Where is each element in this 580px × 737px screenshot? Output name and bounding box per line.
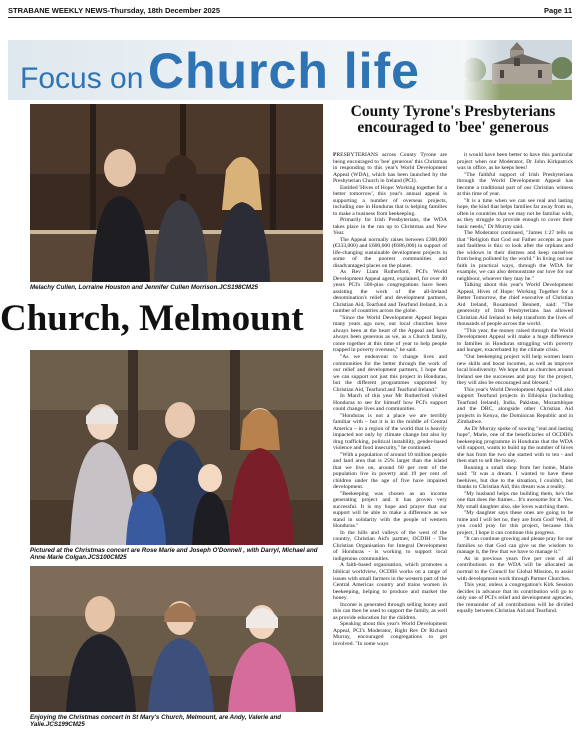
article-paragraph: As Dr Murray spoke of sowing "real and lasting hope", Marie, one of the beneficiaries of OCDIH's beekeeping programme in Honduras that the WDA will support, wants to build up the number of hives she has from the two she started with to ten - and then start to sell the honey. — [457, 425, 573, 465]
article-paragraph: As Rev Liam Rutherford, PCI's World Development Appeal agent, explained, for over 40 years PCI's 500-plus congregations have been assisting the work of the all-Ireland denomination's relief and development partners, Christian Aid, Tearfund and Tearfund Ireland, in a number of countries across the globe. — [333, 269, 447, 315]
article-paragraph: "Beekeeping was chosen as an income generating project and it has proven very successful. It is my hope and prayer that our support will be able to make a difference as we stand in solidarity with the people of western Honduras." — [333, 490, 447, 530]
publication-date: STRABANE WEEKLY NEWS-Thursday, 18th December 2025 — [8, 6, 221, 15]
article-column-2 — [457, 152, 573, 732]
article-paragraph: As in previous years five per cent of all contributions to the WDA will be allocated as normal to the Council for Global Mission, to assist with development work through Partner Churches. — [457, 555, 573, 582]
article-paragraph: "Since the World Development Appeal began many years ago now, our local churches have always been at the heart of the Appeal and have always been generous as we, as a Church family, come together at this time of year to help people trapped in poverty overseas," he said. — [333, 314, 447, 354]
article-paragraph: it would have been better to have this particular project when our Moderator, Dr John Kirkpatrick was in office, as he keeps bees! — [457, 152, 573, 172]
article-paragraph: This year, unless a congregation's Kirk Session decides in advance that its contribution will go to only one of PCI's relief and development agencies, the remainder of all contributions will be divided equally between Christian Aid and Tearfund. — [457, 582, 573, 615]
article-paragraph: "It is a time when we can see real and lasting hope, the kind that helps families far away from us, often in countries that we may not be familiar with, as they struggle to provide enough to cover their basic needs," Dr Murray said. — [457, 197, 573, 230]
page-header-bar — [8, 3, 572, 18]
article-paragraph: "My husband helps me building them, he's the one that does the frames... It's awesome for it. Yes. My small daughter also, she loves watching them. — [457, 490, 573, 510]
photo-caption: Enjoying the Christmas concert in St Mary's Church, Melmount, are Andy, Valerie and Yalie.JCS199CM25 — [30, 714, 282, 729]
article-paragraph: The Appeal normally raises between £300,000 (€333,000) and £600,000 (€686,000) in support of life-changing sustainable development projects in some of the poorest communities and disadvantaged places on the planet. — [333, 236, 447, 269]
photo-caption: Melachy Cullen, Lorraine Houston and Jennifer Cullen Morrison.JCS198CM25 — [30, 284, 258, 291]
article-paragraph: PRESBYTERIANS across County Tyrone are being encouraged to 'bee' generous' this Christmas in responding to this year's World Development Appeal (WDA), which has been launched by the Presbyterian Church in Ireland (PCI). — [333, 152, 447, 185]
article-paragraph: Entitled 'Hives of Hope: Working together for a better tomorrow', this year's annual appeal is supporting a number of overseas projects, including one in Honduras that is helping families to make a business from beekeeping. — [333, 184, 447, 217]
main-headline: Church, Melmount — [0, 298, 304, 339]
photo-concert-family — [30, 350, 323, 545]
article-paragraph: "With a population of around 10 million people and land area that is 25% larger than the island that we live on, around 60 per cent of the population live in poverty and 19 per cent of children under the age of five have impaired development. — [333, 451, 447, 491]
article-paragraph: In the hills and valleys of the west of the country, Christian Aid's partner, OCDIH - The Christian Organisation for Integral Development of Honduras - is working to support local indigenous communities. — [333, 529, 447, 562]
article-paragraph: "My daughter says these ones are going to be mine and I will bet no, they are from God! Well, if you could pray for this project, because this project, I hope it can continue this progress. — [457, 510, 573, 536]
church-illustration — [462, 40, 572, 100]
article-paragraph: Primarily for Irish Presbyterians, the WDA takes place in the run up to Christmas and New Year. — [333, 217, 447, 237]
article-paragraph: Income is generated through selling honey and this can then be used to support the family, as well as provide education for the children. — [333, 601, 447, 621]
article-paragraph: The Moderator continued, "James 1:27 tells us that "Religion that God our Father accepts as pure and faultless is this: to look after the orphans and the widows in their distress and keep ourselves from being polluted by the world." In living out our faith in practical ways, through the WDA for example, we can also demonstrate our love for our neighbour, whoever they may be." — [457, 230, 573, 282]
article-paragraph: This year's World Development Appeal will also support Tearfund projects in Ethiopia (including Tearfund Ireland), India, Pakistan, Mozambique and the DRC, alongside other Christian Aid projects in Kenya, the Dominican Republic and in Zimbabwe. — [457, 386, 573, 426]
article-paragraph: In March of this year Mr Rutherford visited Honduras to see for himself how PCI's support could change lives and communities. — [333, 393, 447, 413]
photo-concert-group — [30, 566, 323, 712]
article-paragraph: "This year, the money raised through the World Development Appeal will make a huge difference to families in Honduras struggling with poverty and hunger, exacerbated by the climate crisis. — [457, 327, 573, 354]
article-paragraph: "Our beekeeping project will help women learn new skills and boost incomes, as well as improve local biodiversity. We hope that as churches around Ireland see the successes and pray for the project, they will also be encouraged and blessed." — [457, 353, 573, 387]
article-column-1 — [333, 152, 447, 732]
banner-focus-text: Focus on — [20, 62, 144, 95]
article-paragraph: Running a small shop from her home, Marie said: "It was a dream. I wanted to have these beehives, but due to the situation, I couldn't, but thanks to Christian Aid, this dream was a reality. — [457, 464, 573, 491]
article-paragraph: "It can continue growing and please pray for our families so that God can give us the wisdom to manage it, the few that we have to manage it." — [457, 536, 573, 556]
photo-caption: Pictured at the Christmas concert are Rose Marie and Joseph O'Donnell , with Darryl, Michael and Anne Marie Colgan.JCS100CM25 — [30, 547, 318, 562]
page-number: Page 11 — [544, 6, 572, 15]
article-paragraph: "As we endeavour to change lives and communities for the better through the work of our relief and development partners, I hope that we can support not just this project in Honduras, but the different programmes supported by Christian Aid, Tearfund and Tearfund Ireland." — [333, 353, 447, 393]
article-paragraph: "Honduras is not a place we are terribly familiar with – but it is in the middle of Central America – in a region of the world that is heavily impacted not only by climate change but also by drug trafficking, political instability, gender-based violence and food insecurity," he continued. — [333, 412, 447, 452]
article-paragraph: A faith-based organisation, which promotes a biblical worldview, OCDIH works on a range of issues with small farmers in the western part of the Central Americas country and trains women in beekeeping, helping to produce and market the honey. — [333, 562, 447, 602]
article-headline: County Tyrone's Presbyterians encouraged to 'bee' generous — [350, 103, 556, 136]
article-paragraph: Speaking about this year's World Development Appeal, PCI's Moderator, Right Rev Dr Richard Murray, encouraged congregations to get involved. "In some ways — [333, 621, 447, 647]
article-paragraph: "The faithful support of Irish Presbyterians through the World Development Appeal has become a traditional part of our Christian witness at this time of year. — [457, 171, 573, 198]
photo-church-trio — [30, 104, 323, 282]
article-paragraph: Talking about this year's World Development Appeal, Hives of Hope: Working Together for a Better Tomorrow, the chief executive of Christian Aid Ireland, Rosamond Bennett, said: "The generosity of Irish Presbyterians has allowed Christian Aid Ireland to help transform the lives of thousands of people across the world. — [457, 282, 573, 328]
banner-title: Church life — [147, 43, 420, 99]
